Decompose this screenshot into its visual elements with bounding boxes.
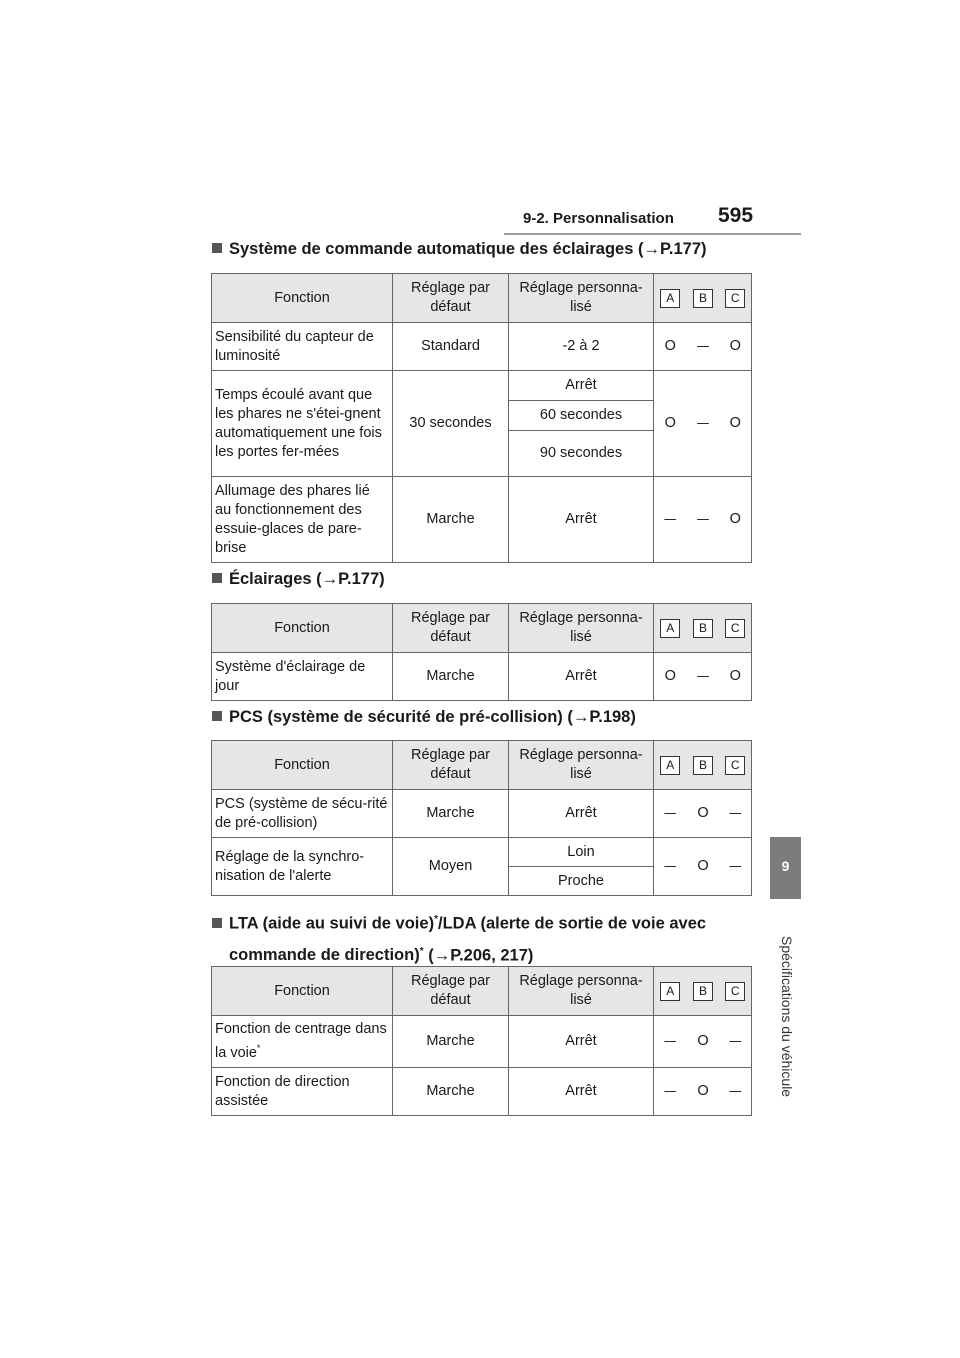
arrow-icon: →	[321, 570, 339, 588]
table-header-row	[212, 274, 752, 323]
table-header-row: Fonction Réglage par défaut Réglage personna-lisé A B C	[212, 741, 752, 790]
arrow-icon: →	[643, 240, 660, 258]
col-a: A	[654, 274, 687, 323]
col-b: B	[687, 274, 720, 323]
table-eclairages-auto	[211, 273, 752, 563]
square-bullet-icon	[212, 918, 222, 928]
col-fonction: Fonction	[212, 274, 393, 323]
table-subrow: 60 secondes	[212, 401, 752, 431]
header-rule	[504, 233, 801, 235]
chapter-tab	[770, 837, 801, 899]
table-subrow: Proche	[212, 867, 752, 896]
table-eclairages	[211, 603, 752, 701]
section4-heading: LTA (aide au suivi de voie)*/LDA (alerte de sortie de voie avec commande de direction)* (→P.206, 217)	[212, 906, 706, 969]
page-header	[520, 204, 800, 236]
table-row: PCS (système de sécu-rité de pré-collision) Marche Arrêt — O —	[212, 790, 752, 838]
arrow-icon: →	[572, 708, 590, 726]
table-row: Système d'éclairage de jour Marche Arrêt O — O	[212, 653, 752, 701]
col-reglage-perso: Réglage personna-lisé	[509, 274, 654, 323]
table-row: Temps écoulé avant que les phares ne s'étei-gnent automatiquement une fois les portes fer-mées 30 secondes Arrêt O — O	[212, 371, 752, 401]
square-bullet-icon	[212, 243, 222, 253]
table-row: Sensibilité du capteur de luminosité Standard -2 à 2 O — O	[212, 323, 752, 371]
page-number: 595	[718, 204, 754, 227]
table-header-row: Fonction Réglage par défaut Réglage personna-lisé A B C	[212, 967, 752, 1016]
square-bullet-icon	[212, 573, 222, 583]
table-row: Fonction de direction assistée Marche Arrêt — O —	[212, 1068, 752, 1116]
section2-heading: Éclairages (→P.177)	[212, 570, 385, 589]
chapter-title: Spécifications du véhicule	[779, 936, 795, 1098]
table-subrow: 90 secondes	[212, 431, 752, 477]
section-title: 9-2. Personnalisation	[523, 210, 674, 227]
section3-heading: PCS (système de sécurité de pré-collision) (→P.198)	[212, 708, 636, 727]
square-bullet-icon	[212, 711, 222, 721]
table-pcs	[211, 740, 752, 896]
table-row: Réglage de la synchro-nisation de l'alerte Moyen Loin — O —	[212, 838, 752, 867]
col-reglage-defaut: Réglage par défaut	[393, 274, 509, 323]
table-header-row: Fonction Réglage par défaut Réglage personna-lisé A B C	[212, 604, 752, 653]
col-c: C	[720, 274, 752, 323]
arrow-icon: →	[433, 946, 451, 964]
table-lta-lda	[211, 966, 752, 1116]
table-row: Allumage des phares lié au fonctionnement des essuie-glaces de pare-brise Marche Arrêt — — O	[212, 477, 752, 563]
chapter-number: 9	[781, 858, 790, 874]
section1-heading: Système de commande automatique des éclairages (→P.177)	[212, 240, 707, 259]
table-row: Fonction de centrage dans la voie* Marche Arrêt — O —	[212, 1016, 752, 1068]
